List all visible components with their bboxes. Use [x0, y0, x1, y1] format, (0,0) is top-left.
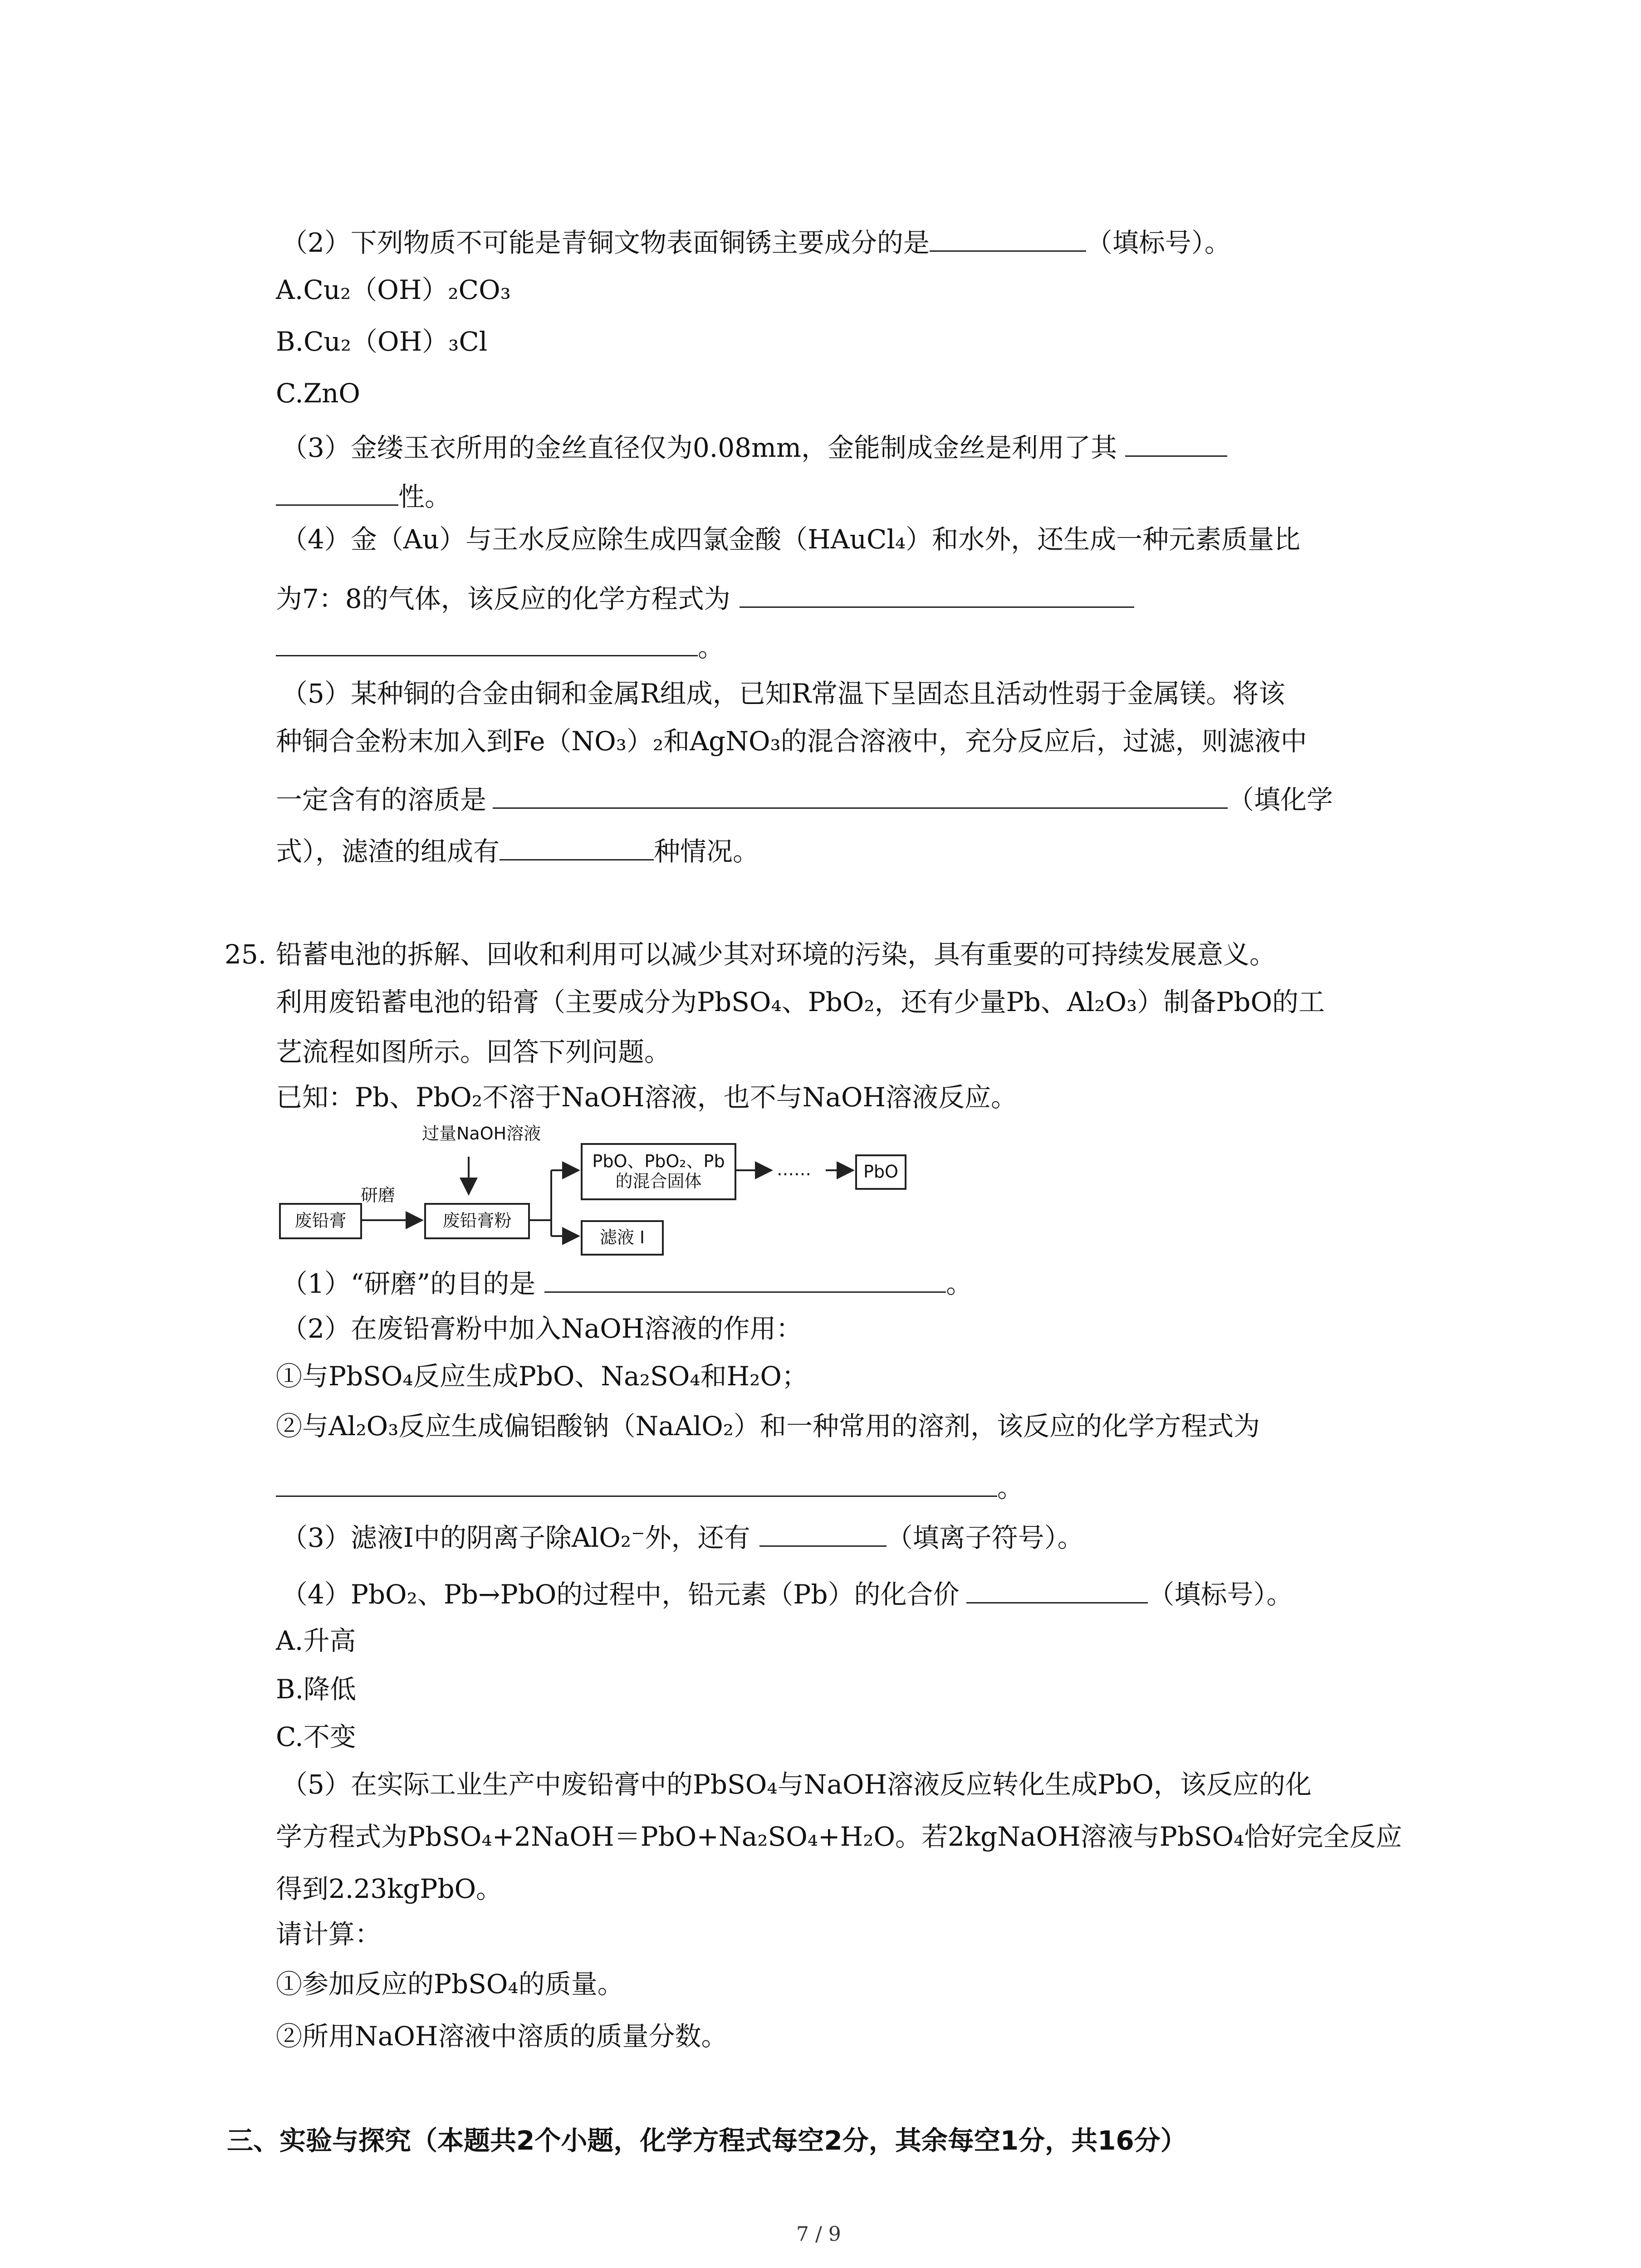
q24-part3: （3）金缕玉衣所用的金丝直径仅为0.08mm，金能制成金丝是利用了其	[281, 432, 1227, 461]
q24-part4-line1: （4）金（Au）与王水反应除生成四氯金酸（HAuCl₄）和水外，还生成一种元素质量比	[281, 524, 1301, 555]
q25-part2-item1: ①与PbSO₄反应生成PbO、Na₂SO₄和H₂O；	[276, 1361, 808, 1392]
q24-part5-line3: 一定含有的溶质是 （填化学	[276, 784, 1333, 815]
q25-option-b: B.降低	[276, 1674, 357, 1705]
q25-part4: （4）PbO₂、Pb→PbO的过程中，铅元素（Pb）的化合价 （填标号）。	[281, 1579, 1293, 1610]
flow-dots: ……	[777, 1159, 811, 1179]
page-number: 7 / 9	[796, 2223, 841, 2246]
box-waste-paste: 废铅膏	[279, 1203, 362, 1239]
q25-part2: （2）在废铅膏粉中加入NaOH溶液的作用：	[281, 1313, 803, 1344]
q25-number: 25.	[225, 939, 267, 970]
q24-part5-line1: （5）某种铜的合金由铜和金属R组成，已知R常温下呈固态且活动性弱于金属镁。将该	[281, 678, 1285, 709]
answer-blank	[966, 1579, 1148, 1603]
q25-part3: （3）滤液I中的阴离子除AlO₂⁻外，还有 （填离子符号）。	[281, 1522, 1084, 1553]
q25-part5-line4: 请计算：	[276, 1919, 382, 1950]
q25-option-a: A.升高	[276, 1625, 356, 1656]
q25-part5-item1: ①参加反应的PbSO₄的质量。	[276, 1969, 624, 1999]
q24-option-a: A.Cu₂（OH）₂CO₃	[276, 274, 511, 305]
q25-option-c: C.不变	[276, 1721, 356, 1752]
q25-part2-item2: ②与Al₂O₃反应生成偏铝酸钠（NaAlO₂）和一种常用的溶剂，该反应的化学方程式为	[276, 1411, 1260, 1442]
q25-intro-line1: 铅蓄电池的拆解、回收和利用可以减少其对环境的污染，具有重要的可持续发展意义。	[276, 939, 1276, 970]
q24-option-c: C.ZnO	[276, 378, 360, 409]
box-paste-powder: 废铅膏粉	[424, 1203, 530, 1239]
q25-part5-line1: （5）在实际工业生产中废铅膏中的PbSO₄与NaOH溶液反应转化生成PbO，该反应的化	[281, 1769, 1312, 1800]
q24-part5-line4: 式），滤渣的组成有 种情况。	[276, 836, 759, 867]
q24-part3-cont: 性。	[276, 481, 451, 510]
q25-part5-line3: 得到2.23kgPbO。	[276, 1873, 503, 1904]
reagent-label: 过量NaOH溶液	[422, 1124, 541, 1144]
q25-part2-answer: 。	[276, 1472, 1024, 1501]
box-pbo: PbO	[855, 1154, 906, 1190]
answer-blank	[276, 1472, 997, 1497]
grind-label: 研磨	[361, 1185, 396, 1205]
q24-option-b: B.Cu₂（OH）₃Cl	[276, 326, 488, 357]
q24-part2: （2）下列物质不可能是青铜文物表面铜锈主要成分的是 （填标号）。	[281, 227, 1231, 258]
q25-intro-line2: 利用废铅蓄电池的铅膏（主要成分为PbSO₄、PbO₂，还有少量Pb、Al₂O₃）制备PbO的工	[276, 987, 1325, 1017]
q25-part1: （1）“研磨”的目的是 。	[281, 1268, 973, 1299]
q24-part4-line2: 为7：8的气体，该反应的化学方程式为	[276, 583, 1134, 612]
answer-blank	[759, 1522, 887, 1547]
q25-part5-line2: 学方程式为PbSO₄+2NaOH＝PbO+Na₂SO₄+H₂O。若2kgNaOH溶液与PbSO₄恰好完全反应	[276, 1821, 1402, 1852]
box-mixed-solid: PbO、PbO₂、Pb 的混合固体	[581, 1143, 736, 1200]
answer-blank	[544, 1268, 946, 1293]
q25-part5-item2: ②所用NaOH溶液中溶质的质量分数。	[276, 2021, 728, 2052]
section-heading: 三、实验与探究（本题共2个小题，化学方程式每空2分，其余每空1分，共16分）	[227, 2125, 1187, 2156]
q24-part5-line2: 种铜合金粉末加入到Fe（NO₃）₂和AgNO₃的混合溶液中，充分反应后，过滤，则滤液中	[276, 726, 1307, 757]
q24-part4-line3: 。	[276, 631, 724, 660]
box-filtrate: 滤液 I	[581, 1220, 664, 1256]
q25-known: 已知：Pb、PbO₂不溶于NaOH溶液，也不与NaOH溶液反应。	[276, 1082, 1018, 1113]
q25-intro-line3: 艺流程如图所示。回答下列问题。	[276, 1036, 671, 1067]
